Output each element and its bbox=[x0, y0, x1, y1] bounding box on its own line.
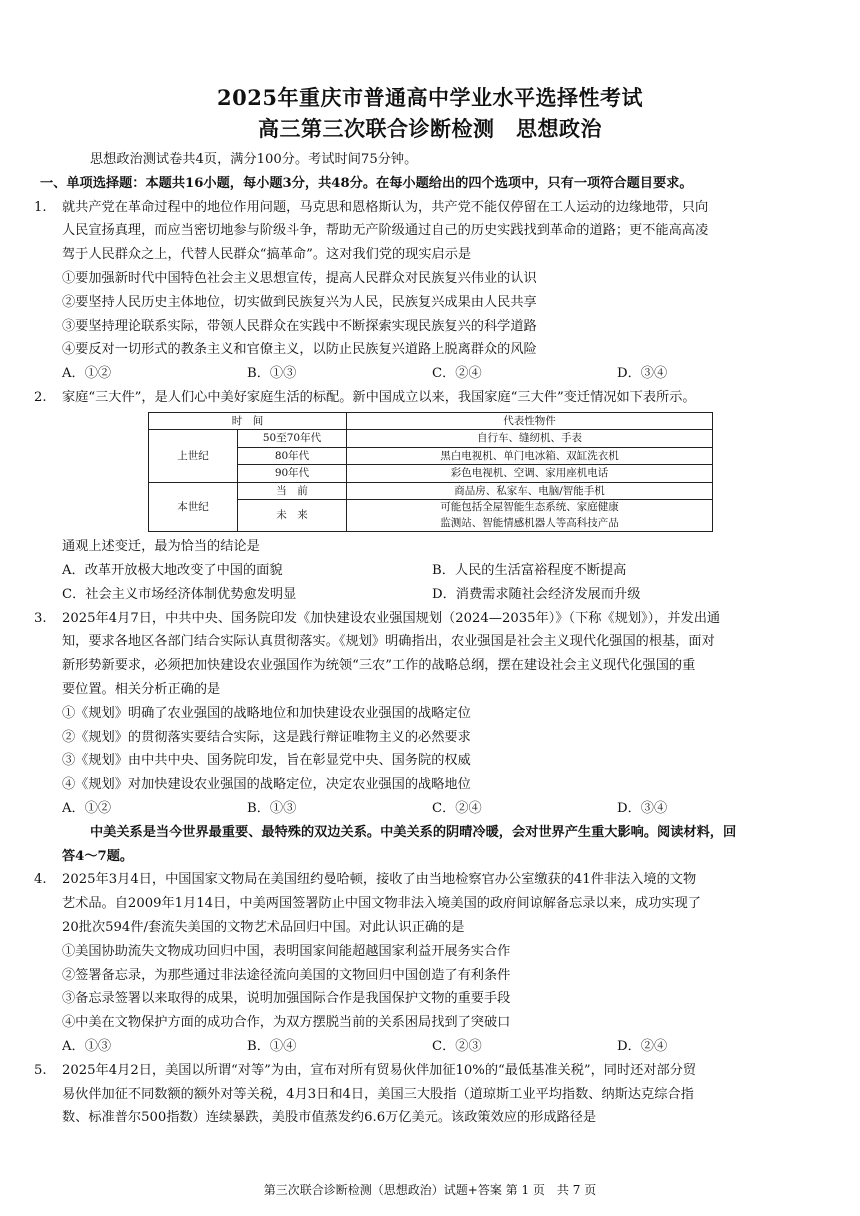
statement-item: ①要加强新时代中国特色社会主义思想宣传，提高人民群众对民族复兴伟业的认识 bbox=[62, 270, 537, 286]
answer-choices bbox=[62, 797, 804, 821]
question-stem: 数、标准普尔500指数）连续暴跌，美股市值蒸发约6.6万亿美元。该政策效应的形成路径是 bbox=[62, 1110, 597, 1126]
choice-b: B．①③ bbox=[247, 801, 297, 817]
choice-a: A．①② bbox=[62, 801, 112, 817]
three-items-table bbox=[148, 412, 713, 533]
statement-item: ④中美在文物保护方面的成功合作，为双方摆脱当前的关系困局找到了突破口 bbox=[62, 1015, 511, 1031]
table-cell-items: 可能包括全屋智能生态系统、家庭健康 监测站、智能情感机器人等高科技产品 bbox=[347, 500, 713, 532]
question-number: 4. bbox=[34, 872, 47, 888]
table-cell-period: 未 来 bbox=[238, 500, 347, 532]
choice-c: C．②④ bbox=[432, 801, 482, 817]
table-group-last-century: 上世纪 bbox=[149, 430, 238, 483]
question-stem: 艺术品。自2009年1月14日，中美两国签署防止中国文物非法入境美国的政府间谅解备忘录以来，成功实现了 bbox=[62, 896, 701, 912]
question-stem: 2025年3月4日，中国国家文物局在美国纽约曼哈顿，接收了由当地检察官办公室缴获的41件非法入境的文物 bbox=[62, 872, 697, 888]
statement-item: ④《规划》对加快建设农业强国的战略定位，决定农业强国的战略地位 bbox=[62, 777, 471, 793]
question-stem: 要位置。相关分析正确的是 bbox=[62, 682, 221, 698]
table-cell-period: 当 前 bbox=[238, 482, 347, 500]
material-text: 中美关系是当今世界最重要、最特殊的双边关系。中美关系的阴晴冷暖，会对世界产生重大影响。阅读材料，回 bbox=[90, 824, 737, 840]
answer-choices bbox=[62, 559, 804, 583]
question-number: 2. bbox=[34, 389, 47, 405]
question-stem: 就共产党在革命过程中的地位作用问题，马克思和恩格斯认为，共产党不能仅停留在工人运动的边缘地带，只向 bbox=[62, 199, 709, 215]
statement-item: ④要反对一切形式的教条主义和官僚主义，以防止民族复兴道路上脱离群众的风险 bbox=[62, 342, 537, 358]
question-3 bbox=[34, 607, 804, 821]
section-heading: 一、单项选择题：本题共16小题，每小题3分，共48分。在每小题给出的四个选项中，只有一项符合题目要求。 bbox=[40, 175, 693, 191]
choice-c: C．社会主义市场经济体制优势愈发明显 bbox=[62, 586, 297, 602]
exam-content bbox=[34, 148, 804, 1130]
reading-material bbox=[62, 821, 804, 869]
choice-c: C．②④ bbox=[432, 366, 482, 382]
exam-subtitle: 高三第三次联合诊断检测 思想政治 bbox=[258, 116, 602, 141]
exam-title: 2025年重庆市普通高中学业水平选择性考试 bbox=[217, 85, 643, 110]
question-stem: 家庭“三大件”，是人们心中美好家庭生活的标配。新中国成立以来，我国家庭“三大件”变迁情况如下表所示。 bbox=[62, 389, 696, 405]
choice-d: D．③④ bbox=[617, 366, 668, 382]
question-1 bbox=[34, 196, 804, 386]
answer-choices bbox=[62, 1035, 804, 1059]
statement-item: ②签署备忘录，为那些通过非法途径流向美国的文物回归中国创造了有利条件 bbox=[62, 967, 511, 983]
table-cell-period: 50至70年代 bbox=[238, 430, 347, 448]
material-text: 答4～7题。 bbox=[62, 848, 134, 864]
question-number: 1. bbox=[34, 199, 47, 215]
choice-a: A．改革开放极大地改变了中国的面貌 bbox=[62, 563, 283, 579]
table-cell-items: 自行车、缝纫机、手表 bbox=[347, 430, 713, 448]
question-stem: 知，要求各地区各部门结合实际认真贯彻落实。《规划》明确指出，农业强国是社会主义现代化强国的根基，面对 bbox=[62, 634, 715, 650]
choice-b: B．人民的生活富裕程度不断提高 bbox=[432, 563, 627, 579]
statement-item: ①美国协助流失文物成功回归中国，表明国家间能超越国家利益开展务实合作 bbox=[62, 943, 511, 959]
statement-item: ②《规划》的贯彻落实要结合实际，这是践行辩证唯物主义的必然要求 bbox=[62, 729, 471, 745]
page-footer: 第三次联合诊断检测（思想政治）试题+答案 第 1 页 共 7 页 bbox=[263, 1183, 597, 1197]
statement-item: ③要坚持理论联系实际，带领人民群众在实践中不断探索实现民族复兴的科学道路 bbox=[62, 318, 537, 334]
choice-d: D．②④ bbox=[617, 1039, 668, 1054]
table-cell-items: 黑白电视机、单门电冰箱、双缸洗衣机 bbox=[347, 447, 713, 465]
choice-a: A．①③ bbox=[62, 1039, 112, 1054]
question-stem: 新形势新要求，必须把加快建设农业强国作为统领“三农”工作的战略总纲，摆在建设社会主义现代化强国的重 bbox=[62, 658, 696, 674]
table-header-items: 代表性物件 bbox=[347, 412, 713, 430]
question-number: 5. bbox=[34, 1062, 47, 1078]
question-stem: 2025年4月2日，美国以所谓“对等”为由，宣布对所有贸易伙伴加征10%的“最低基准关税”，同时还对部分贸 bbox=[62, 1062, 697, 1078]
question-stem: 20批次594件/套流失美国的文物艺术品回归中国。对此认识正确的是 bbox=[62, 920, 465, 936]
choice-b: B．①③ bbox=[247, 366, 297, 382]
choice-d: D．消费需求随社会经济发展而升级 bbox=[432, 586, 641, 602]
question-stem: 2025年4月7日，中共中央、国务院印发《加快建设农业强国规划（2024—2035年）》（下称《规划》），并发出通 bbox=[62, 610, 721, 626]
table-cell-items: 商品房、私家车、电脑/智能手机 bbox=[347, 482, 713, 500]
statement-item: ①《规划》明确了农业强国的战略地位和加快建设农业强国的战略定位 bbox=[62, 705, 471, 721]
table-group-this-century: 本世纪 bbox=[149, 482, 238, 532]
statement-item: ③备忘录签署以来取得的成果，说明加强国际合作是我国保护文物的重要手段 bbox=[62, 991, 511, 1007]
question-stem: 人民宣扬真理，而应当密切地参与阶级斗争，帮助无产阶级通过自己的历史实践找到革命的道路；更不能高高凌 bbox=[62, 223, 709, 239]
question-stem: 驾于人民群众之上，代替人民群众“搞革命”。这对我们党的现实启示是 bbox=[62, 247, 472, 263]
question-2 bbox=[34, 386, 804, 607]
table-header-time: 时 间 bbox=[149, 412, 347, 430]
table-cell-items: 彩色电视机、空调、家用座机电话 bbox=[347, 465, 713, 483]
choice-d: D．③④ bbox=[617, 801, 668, 817]
question-stem: 通观上述变迁，最为恰当的结论是 bbox=[62, 539, 260, 555]
question-number: 3. bbox=[34, 610, 47, 626]
answer-choices bbox=[62, 583, 804, 607]
question-5 bbox=[34, 1059, 804, 1130]
table-cell-period: 90年代 bbox=[238, 465, 347, 483]
answer-choices bbox=[62, 362, 804, 386]
statement-item: ③《规划》由中共中央、国务院印发，旨在彰显党中央、国务院的权威 bbox=[62, 753, 471, 769]
statement-item: ②要坚持人民历史主体地位，切实做到民族复兴为人民，民族复兴成果由人民共享 bbox=[62, 294, 537, 310]
question-4 bbox=[34, 868, 804, 1058]
table-cell-period: 80年代 bbox=[238, 447, 347, 465]
question-stem: 易伙伴加征不同数额的额外对等关税，4月3日和4日，美国三大股指（道琼斯工业平均指数、纳斯达克综合指 bbox=[62, 1086, 694, 1102]
intro-text: 思想政治测试卷共4页，满分100分。考试时间75分钟。 bbox=[90, 152, 418, 167]
choice-b: B．①④ bbox=[247, 1039, 297, 1054]
choice-a: A．①② bbox=[62, 366, 112, 382]
choice-c: C．②③ bbox=[432, 1039, 482, 1054]
